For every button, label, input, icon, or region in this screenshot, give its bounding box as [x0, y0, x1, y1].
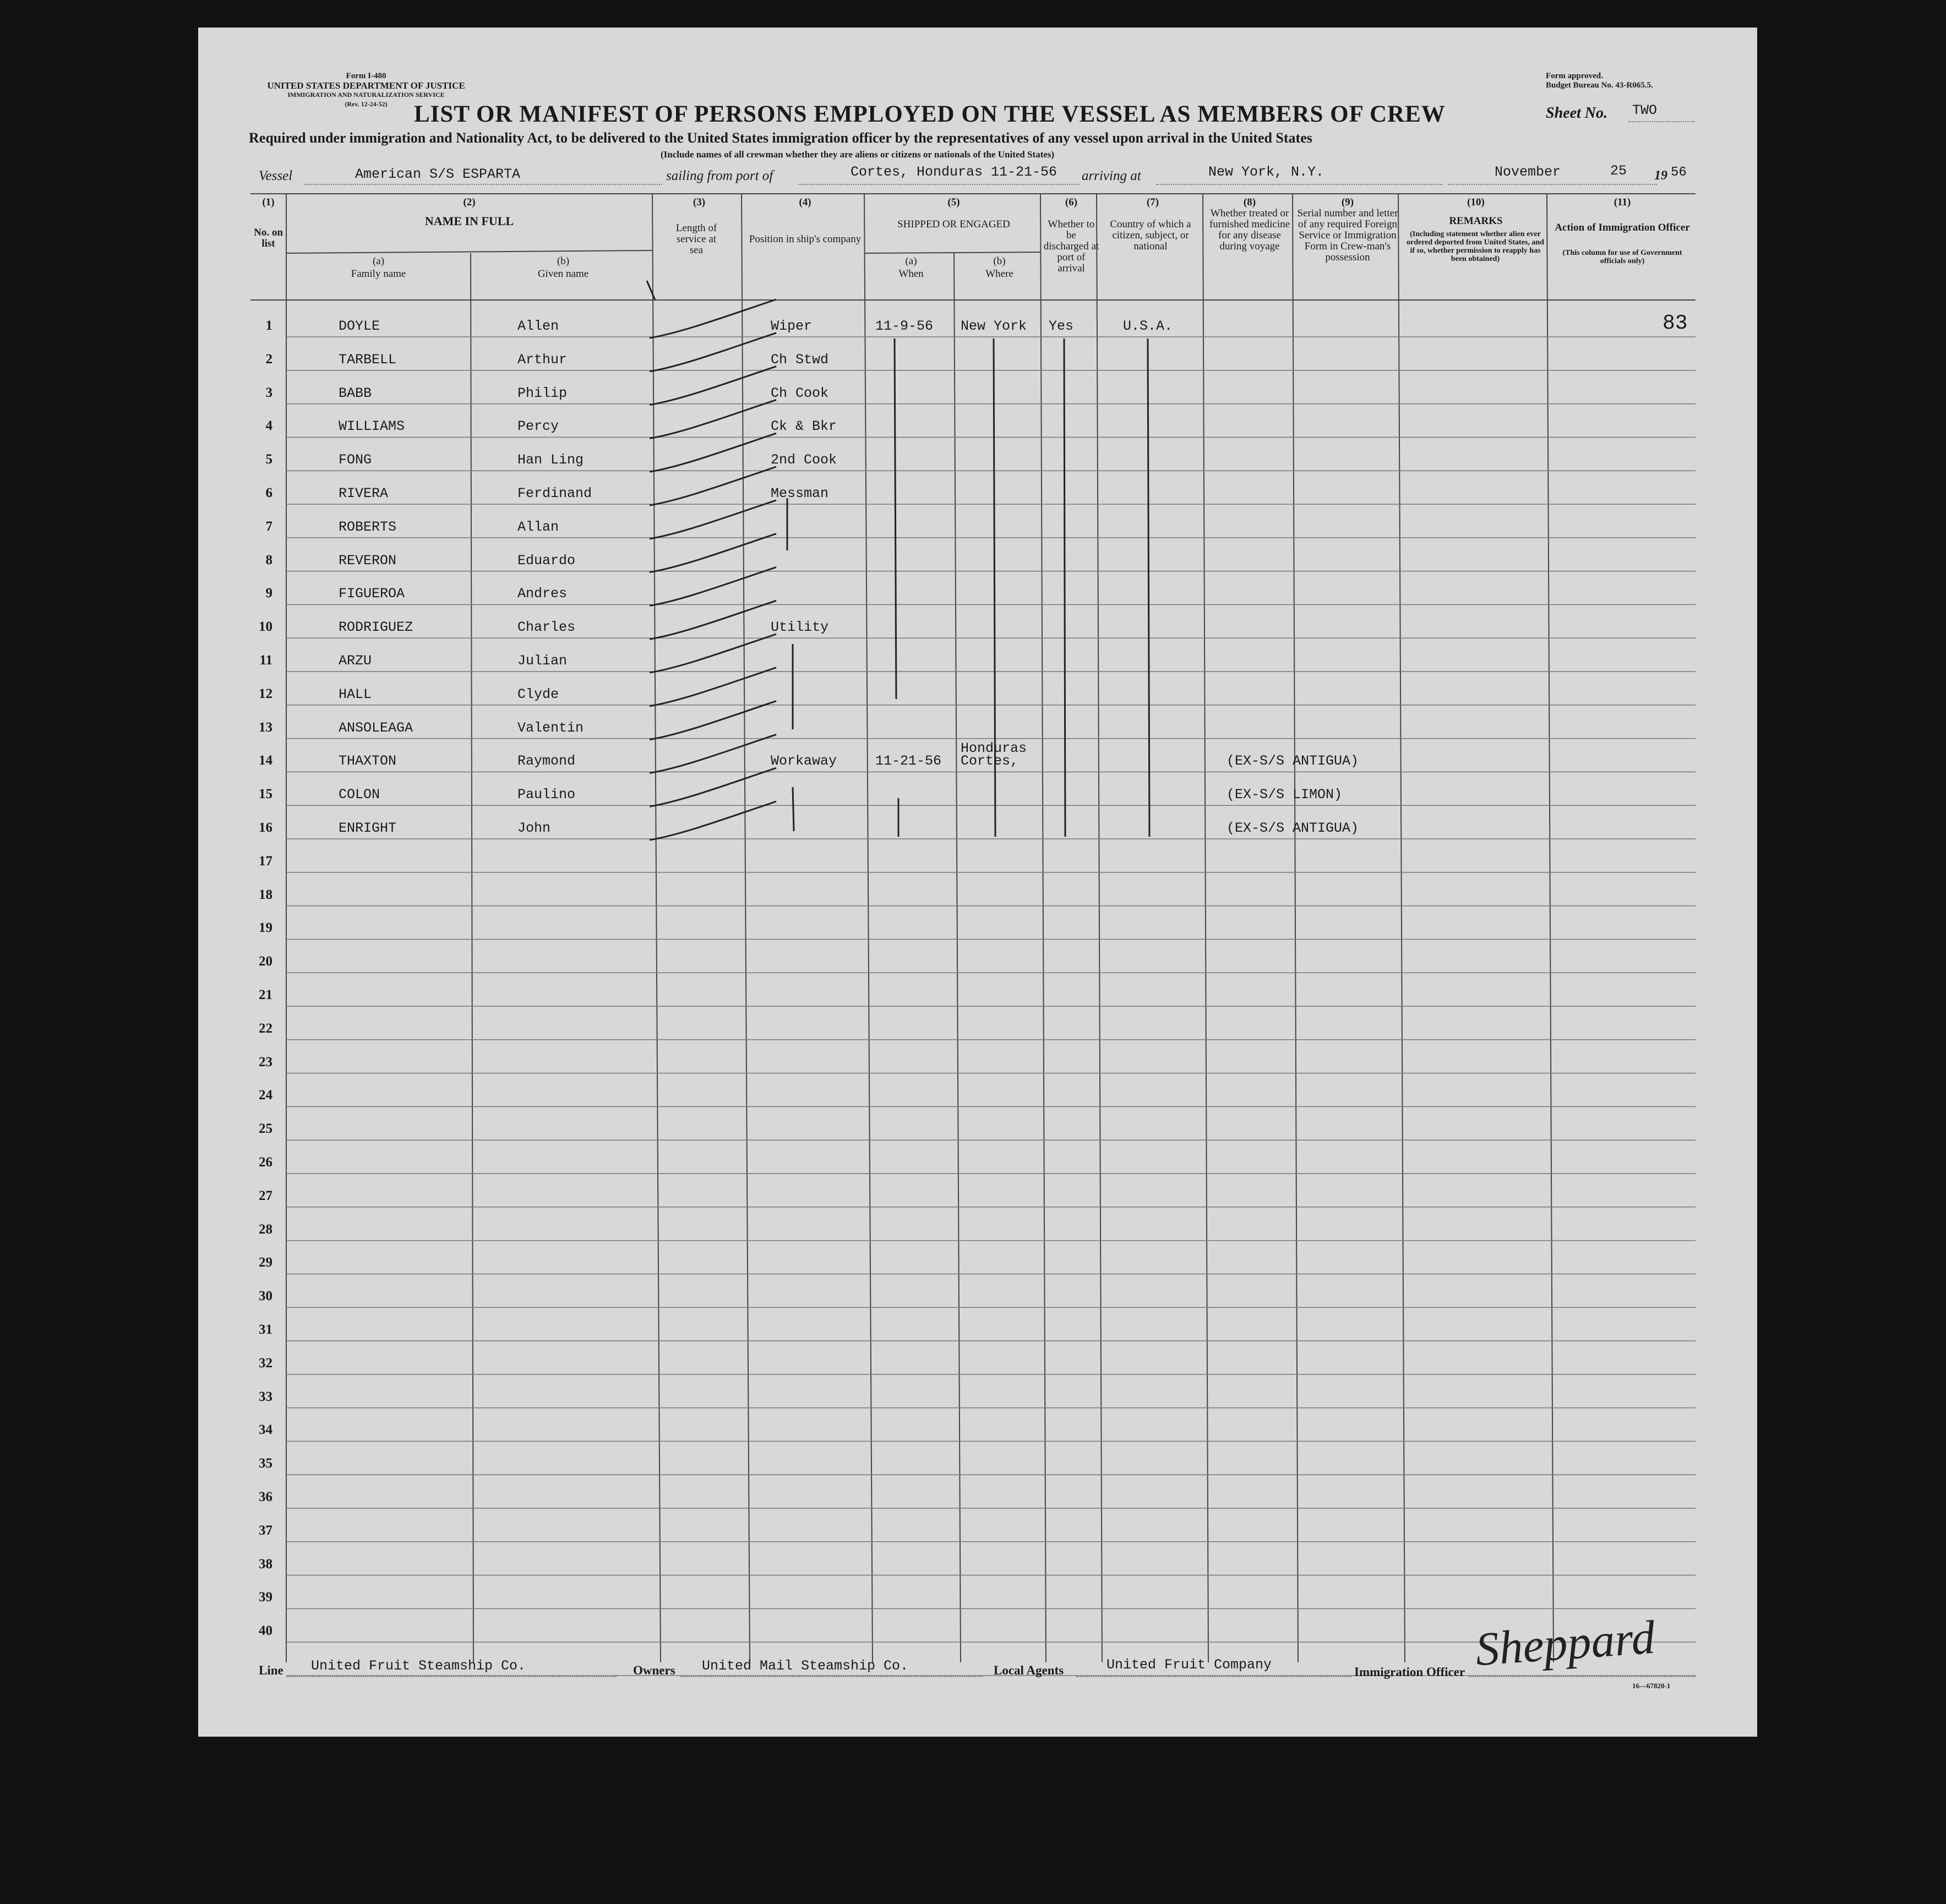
row-number: 38	[259, 1556, 272, 1572]
row-number: 32	[259, 1355, 272, 1371]
form-number: Form I-480	[346, 72, 386, 80]
cell-family: THAXTON	[339, 753, 397, 770]
sheet-label: Sheet No.	[1546, 105, 1607, 122]
agents-company: United Fruit Company	[1106, 1657, 1272, 1673]
arrival-year: 56	[1671, 165, 1687, 180]
row-number: 8	[265, 552, 272, 568]
cell-family: REVERON	[339, 552, 397, 569]
cell-given: Han Ling	[517, 452, 584, 468]
cell-given: Valentin	[517, 719, 584, 736]
cell-position: Ch Stwd	[771, 351, 829, 368]
row-number: 35	[259, 1456, 272, 1471]
cell-where: Cortes,	[961, 753, 1019, 770]
col2b-num: (b)	[557, 255, 570, 267]
officer-underline	[1469, 1676, 1696, 1677]
include-text: (Include names of all crewman whether they are aliens or citizens or nationals of the United States)	[661, 149, 1055, 160]
row-number: 37	[259, 1523, 272, 1538]
row-number: 4	[265, 418, 272, 434]
col2-num: (2)	[463, 197, 476, 208]
row-number: 22	[259, 1021, 272, 1036]
row-number: 18	[259, 887, 272, 902]
col7-label: Country of which a citizen, subject, or national	[1110, 219, 1191, 252]
where-extra: Honduras	[961, 740, 1027, 756]
row-number: 31	[259, 1322, 272, 1337]
line-underline	[286, 1676, 617, 1677]
col3-num: (3)	[693, 197, 706, 208]
cell-given: Clyde	[517, 686, 559, 702]
col6-num: (6)	[1065, 197, 1078, 208]
cell-discharged: Yes	[1049, 318, 1074, 334]
row-number: 25	[259, 1121, 272, 1137]
col11-label: Action of Immigration Officer	[1555, 222, 1690, 233]
cell-given: Arthur	[517, 351, 568, 368]
officer-signature: Sheppard	[1474, 1610, 1657, 1676]
cell-family: HALL	[339, 686, 372, 702]
col7-num: (7)	[1146, 197, 1159, 208]
owners-company: United Mail Steamship Co.	[702, 1658, 909, 1674]
arrival-day: 25	[1610, 163, 1627, 179]
cell-remarks: (EX-S/S ANTIGUA)	[1227, 753, 1359, 770]
cell-family: DOYLE	[339, 318, 380, 334]
row-number: 13	[259, 719, 272, 735]
row-number: 26	[259, 1155, 272, 1170]
cell-position: Messman	[771, 485, 829, 501]
col5-label: SHIPPED OR ENGAGED	[897, 219, 1010, 230]
length-of-service-mark	[650, 567, 776, 605]
length-of-service-mark	[650, 333, 776, 372]
vessel-name: American S/S ESPARTA	[355, 166, 521, 182]
cell-remarks: (EX-S/S LIMON)	[1227, 787, 1343, 803]
cell-given: Andres	[517, 586, 568, 602]
owners-underline	[680, 1676, 983, 1677]
cell-family: ENRIGHT	[339, 820, 397, 836]
agents-label: Local Agents	[994, 1663, 1064, 1677]
line-label: Line	[259, 1663, 284, 1677]
cell-where: New York	[961, 318, 1027, 334]
row-number: 29	[259, 1255, 272, 1270]
col10-label: REMARKS	[1449, 215, 1503, 227]
cell-when: 11-9-56	[875, 318, 934, 334]
cell-family: WILLIAMS	[339, 418, 405, 435]
row-number: 7	[265, 519, 272, 534]
cell-position: Wiper	[771, 318, 813, 334]
cell-family: FIGUEROA	[339, 586, 405, 602]
row-number: 27	[259, 1188, 272, 1203]
cell-position: Workaway	[771, 753, 837, 770]
row-number: 33	[259, 1389, 272, 1404]
form-approved: Form approved.	[1546, 72, 1603, 80]
cell-given: John	[517, 820, 551, 836]
length-of-service-mark	[650, 801, 776, 840]
cell-remarks: (EX-S/S ANTIGUA)	[1227, 820, 1359, 836]
length-of-service-mark	[650, 367, 776, 405]
cell-country: U.S.A.	[1123, 318, 1173, 334]
cell-given: Allan	[517, 519, 559, 535]
row-number: 17	[259, 853, 272, 869]
cell-family: COLON	[339, 787, 380, 803]
row-number: 14	[259, 753, 272, 768]
length-of-service-mark	[650, 634, 776, 673]
cell-family: ROBERTS	[339, 519, 397, 535]
cell-given: Raymond	[517, 753, 576, 770]
length-of-service-mark	[650, 433, 776, 472]
cell-family: FONG	[339, 452, 372, 468]
row-number: 11	[259, 653, 272, 668]
length-of-service-mark	[650, 534, 776, 572]
revision: (Rev. 12-24-52)	[345, 100, 388, 108]
vessel-label: Vessel	[259, 168, 293, 183]
col2-label: NAME IN FULL	[424, 214, 514, 228]
row-number: 34	[259, 1422, 272, 1438]
year-prefix: 19	[1654, 168, 1667, 183]
cell-family: RODRIGUEZ	[339, 619, 413, 636]
arrival-month: November	[1495, 164, 1561, 180]
length-of-service-mark	[650, 467, 776, 505]
required-text: Required under immigration and Nationality Act, to be delivered to the United States immigration officer by the representatives of any vessel upon arrival in the United States	[249, 130, 1312, 146]
officer-label: Immigration Officer	[1354, 1665, 1465, 1679]
owners-label: Owners	[633, 1663, 675, 1677]
length-of-service-mark	[650, 601, 776, 639]
col2b-label: Given name	[537, 268, 589, 280]
col5-num: (5)	[947, 197, 960, 208]
col3-label: Length of service at sea	[675, 222, 717, 256]
row-number: 10	[259, 619, 272, 635]
col4-num: (4)	[799, 197, 811, 208]
page-title: LIST OR MANIFEST OF PERSONS EMPLOYED ON THE VESSEL AS MEMBERS OF CREW	[414, 101, 1446, 127]
col1-label: No. on list	[254, 227, 283, 249]
cell-when: 11-21-56	[875, 753, 942, 770]
length-of-service-mark	[650, 500, 776, 539]
cell-action: 83	[1662, 312, 1688, 335]
col10-note: (Including statement whether alien ever ordered deported from United States, and if so, whether permission to reapply has been obtained)	[1407, 230, 1544, 263]
budget-bureau: Budget Bureau No. 43-R065.5.	[1546, 81, 1653, 90]
row-number: 23	[259, 1054, 272, 1070]
cell-given: Allen	[517, 318, 559, 334]
cell-given: Eduardo	[517, 552, 576, 569]
cell-given: Ferdinand	[517, 485, 592, 501]
row-number: 36	[259, 1490, 272, 1504]
col5a-num: (a)	[905, 255, 917, 267]
line-company: United Fruit Steamship Co.	[311, 1658, 526, 1674]
row-number: 6	[265, 485, 272, 500]
row-number: 24	[259, 1088, 272, 1103]
cell-position: Utility	[771, 619, 829, 636]
col5b-num: (b)	[993, 255, 1006, 267]
row-number: 20	[259, 954, 272, 969]
col2a-num: (a)	[372, 255, 385, 267]
cell-family: TARBELL	[339, 351, 397, 368]
row-number: 5	[265, 452, 272, 467]
col8-num: (8)	[1243, 197, 1256, 208]
service: IMMIGRATION AND NATURALIZATION SERVICE	[287, 91, 445, 99]
row-number: 3	[265, 385, 272, 400]
cell-position: Ch Cook	[771, 385, 829, 401]
row-number: 16	[259, 820, 272, 835]
row-number: 21	[259, 988, 272, 1002]
col1-num: (1)	[262, 197, 275, 208]
length-of-service-mark	[650, 734, 776, 773]
row-number: 30	[259, 1289, 272, 1304]
length-of-service-mark	[650, 400, 776, 438]
col8-label: Whether treated or furnished medicine for any disease during voyage	[1209, 208, 1290, 252]
sheet-number: TWO	[1632, 102, 1658, 118]
arriving-label: arriving at	[1082, 168, 1141, 183]
cell-family: BABB	[339, 385, 372, 401]
row-number: 28	[259, 1221, 272, 1237]
col5b-label: Where	[985, 268, 1013, 280]
col4-label: Position in ship's company	[749, 233, 862, 245]
cell-given: Charles	[517, 619, 576, 636]
row-number: 19	[259, 920, 272, 936]
sailing-label: sailing from port of	[666, 168, 773, 183]
cell-given: Percy	[517, 418, 559, 435]
length-of-service-mark	[650, 768, 776, 806]
row-number: 1	[265, 318, 272, 333]
row-number: 2	[265, 351, 272, 367]
length-of-service-mark	[650, 701, 776, 740]
cell-position: 2nd Cook	[771, 452, 837, 468]
row-number: 12	[259, 686, 272, 701]
arriving-at: New York, N.Y.	[1208, 164, 1324, 180]
col2a-label: Family name	[351, 268, 406, 280]
col5a-label: When	[898, 268, 924, 280]
cell-given: Paulino	[517, 787, 576, 803]
col10-num: (10)	[1467, 197, 1485, 208]
cell-family: ARZU	[339, 653, 372, 669]
col9-num: (9)	[1341, 197, 1354, 208]
print-code: 16—67820-1	[1632, 1682, 1671, 1690]
row-number: 15	[259, 787, 272, 802]
row-number: 9	[265, 586, 272, 601]
cell-given: Julian	[517, 653, 568, 669]
col11-note: (This column for use of Government officials only)	[1562, 249, 1682, 265]
length-of-service-mark	[650, 299, 776, 338]
agents-underline	[1076, 1676, 1351, 1677]
row-number: 40	[259, 1623, 272, 1639]
cell-position: Ck & Bkr	[771, 418, 837, 435]
col9-label: Serial number and letter of any required Foreign Service or Immigration Form in Crew-man's possession	[1297, 208, 1398, 263]
cell-family: ANSOLEAGA	[339, 719, 413, 736]
row-number: 39	[259, 1590, 272, 1605]
col11-num: (11)	[1614, 197, 1631, 208]
col6-label: Whether to be discharged at port of arrival	[1043, 219, 1099, 274]
sailing-from: Cortes, Honduras 11-21-56	[851, 164, 1058, 180]
department: UNITED STATES DEPARTMENT OF JUSTICE	[267, 80, 465, 91]
length-of-service-mark	[650, 668, 776, 706]
cell-given: Philip	[517, 385, 568, 401]
cell-family: RIVERA	[339, 485, 389, 501]
